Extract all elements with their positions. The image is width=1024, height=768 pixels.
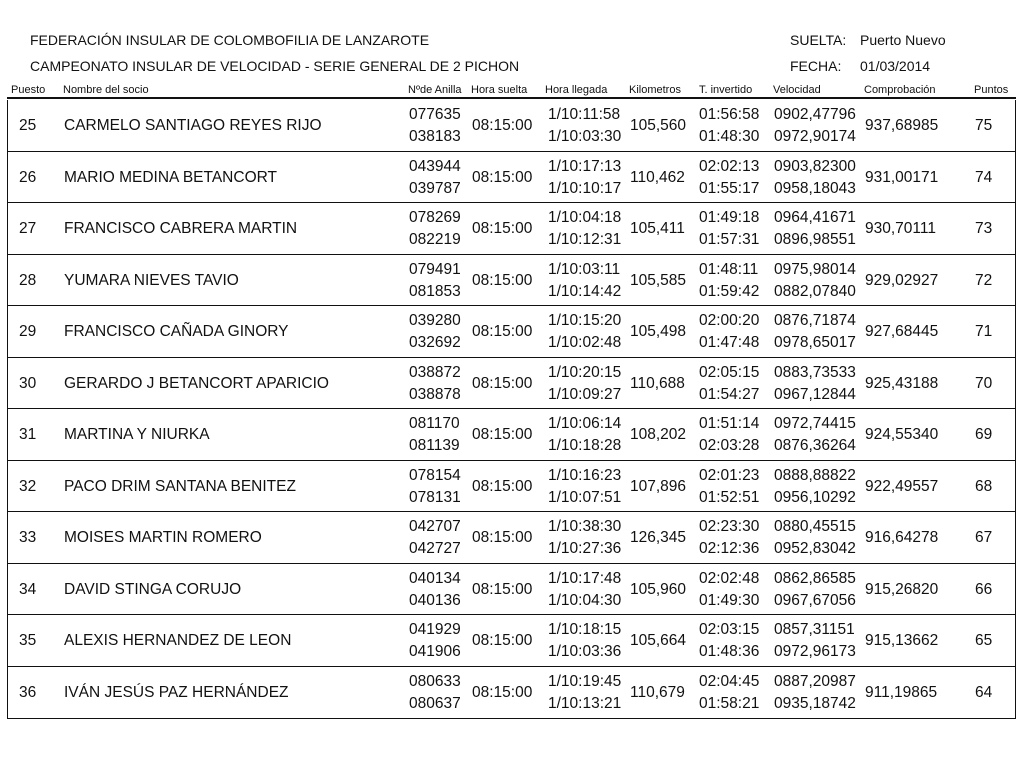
cell-nombre: IVÁN JESÚS PAZ HERNÁNDEZ [64, 683, 289, 701]
championship-title: CAMPEONATO INSULAR DE VELOCIDAD - SERIE GENERAL DE 2 PICHON [30, 58, 520, 74]
cell-puesto: 26 [19, 168, 37, 186]
cell-nombre: YUMARA NIEVES TAVIO [64, 271, 239, 289]
cell-comprobacion: 925,43188 [865, 374, 939, 392]
cell-tiempo-1: 02:05:15 [699, 363, 760, 381]
cell-anilla-2: 039787 [409, 179, 461, 197]
cell-hora-llegada-2: 1/10:13:21 [548, 694, 622, 712]
col-header-puesto: Puesto [11, 84, 46, 96]
cell-hora-llegada-1: 1/10:06:14 [548, 415, 622, 432]
cell-velocidad-2: 0896,98551 [774, 231, 856, 248]
cell-hora-suelta: 08:15:00 [472, 580, 533, 598]
cell-comprobacion: 915,26820 [865, 580, 939, 598]
cell-puesto: 34 [19, 580, 37, 598]
cell-hora-suelta: 08:15:00 [472, 426, 533, 443]
cell-comprobacion: 916,64278 [865, 529, 939, 546]
cell-nombre: GERARDO J BETANCORT APARICIO [64, 374, 329, 392]
cell-anilla-2: 040136 [409, 591, 461, 609]
cell-nombre: PACO DRIM SANTANA BENITEZ [64, 477, 296, 495]
cell-puntos: 65 [975, 632, 993, 649]
cell-nombre: CARMELO SANTIAGO REYES RIJO [64, 117, 322, 134]
cell-kilometros: 105,960 [630, 580, 687, 598]
col-header-hora-llegada: Hora llegada [545, 84, 608, 96]
cell-anilla-2: 081139 [409, 437, 460, 454]
col-header-km: Kilometros [629, 84, 681, 96]
cell-kilometros: 105,498 [630, 323, 687, 340]
cell-velocidad-1: 0902,47796 [774, 106, 856, 123]
table-row [8, 667, 1015, 719]
cell-tiempo-2: 02:12:36 [699, 540, 760, 557]
cell-tiempo-2: 01:57:31 [699, 231, 760, 248]
cell-anilla-1: 081170 [409, 415, 460, 432]
cell-kilometros: 105,664 [630, 632, 687, 649]
cell-velocidad-2: 0967,12844 [774, 385, 856, 403]
cell-kilometros: 105,411 [630, 220, 685, 237]
cell-puesto: 25 [19, 117, 37, 134]
cell-comprobacion: 911,19865 [865, 683, 938, 701]
cell-tiempo-1: 01:56:58 [699, 106, 760, 123]
cell-tiempo-1: 02:00:20 [699, 312, 760, 329]
cell-hora-llegada-2: 1/10:07:51 [548, 488, 622, 506]
cell-hora-llegada-1: 1/10:16:23 [548, 466, 622, 484]
table-row [8, 203, 1015, 255]
cell-kilometros: 108,202 [630, 426, 687, 443]
cell-hora-llegada-2: 1/10:03:30 [548, 128, 622, 145]
cell-velocidad-1: 0883,73533 [774, 363, 856, 381]
cell-comprobacion: 924,55340 [865, 426, 939, 443]
table-row [8, 152, 1015, 204]
cell-anilla-1: 043944 [409, 157, 461, 175]
table-row [8, 564, 1015, 616]
cell-tiempo-2: 01:52:51 [699, 488, 760, 506]
results-table [7, 100, 1016, 719]
cell-hora-llegada-1: 1/10:11:58 [548, 106, 621, 123]
cell-tiempo-2: 02:03:28 [699, 437, 760, 454]
cell-puntos: 73 [975, 220, 993, 237]
cell-puesto: 35 [19, 632, 37, 649]
cell-puesto: 32 [19, 477, 37, 495]
cell-anilla-2: 032692 [409, 334, 461, 351]
cell-tiempo-1: 02:02:48 [699, 569, 760, 587]
cell-velocidad-2: 0935,18742 [774, 694, 856, 712]
cell-anilla-1: 078154 [409, 466, 461, 484]
cell-hora-llegada-2: 1/10:27:36 [548, 540, 622, 557]
cell-anilla-1: 042707 [409, 518, 461, 535]
cell-anilla-2: 078131 [409, 488, 461, 506]
cell-tiempo-1: 02:23:30 [699, 518, 760, 535]
cell-hora-llegada-2: 1/10:04:30 [548, 591, 622, 609]
suelta-info [790, 32, 946, 48]
cell-anilla-1: 079491 [409, 260, 461, 278]
cell-tiempo-2: 01:54:27 [699, 385, 760, 403]
cell-puesto: 28 [19, 271, 37, 289]
table-row [8, 512, 1015, 564]
cell-tiempo-2: 01:55:17 [699, 179, 760, 197]
cell-anilla-1: 040134 [409, 569, 461, 587]
table-row [8, 615, 1015, 667]
col-header-comprobacion: Comprobación [864, 84, 936, 96]
cell-comprobacion: 915,13662 [865, 632, 939, 649]
cell-tiempo-1: 01:51:14 [699, 415, 760, 432]
table-row [8, 409, 1015, 461]
cell-anilla-1: 077635 [409, 106, 461, 123]
cell-hora-suelta: 08:15:00 [472, 632, 533, 649]
federation-title: FEDERACIÓN INSULAR DE COLOMBOFILIA DE LANZAROTE [30, 32, 430, 48]
cell-puntos: 68 [975, 477, 993, 495]
cell-puntos: 67 [975, 529, 993, 546]
cell-kilometros: 105,560 [630, 117, 687, 134]
cell-puntos: 71 [975, 323, 993, 340]
cell-puesto: 31 [19, 426, 37, 443]
cell-hora-llegada-2: 1/10:12:31 [548, 231, 622, 248]
cell-velocidad-1: 0888,88822 [774, 466, 856, 484]
cell-nombre: FRANCISCO CAÑADA GINORY [64, 323, 289, 340]
suelta-label: SUELTA: [790, 32, 847, 48]
cell-hora-suelta: 08:15:00 [472, 271, 533, 289]
cell-velocidad-2: 0956,10292 [774, 488, 856, 506]
cell-hora-suelta: 08:15:00 [472, 220, 533, 237]
table-top-rule [7, 97, 1016, 99]
cell-velocidad-1: 0862,86585 [774, 569, 856, 587]
cell-comprobacion: 929,02927 [865, 271, 939, 289]
cell-hora-suelta: 08:15:00 [472, 374, 533, 392]
cell-hora-llegada-2: 1/10:09:27 [548, 385, 622, 403]
cell-tiempo-1: 02:04:45 [699, 672, 760, 690]
cell-velocidad-2: 0972,90174 [774, 128, 856, 145]
table-row [8, 100, 1015, 152]
cell-hora-llegada-1: 1/10:17:13 [548, 157, 622, 175]
cell-anilla-2: 042727 [409, 540, 461, 557]
cell-tiempo-1: 02:03:15 [699, 621, 760, 638]
cell-tiempo-2: 01:48:30 [699, 128, 760, 145]
cell-nombre: MARTINA Y NIURKA [64, 426, 210, 443]
cell-puntos: 69 [975, 426, 993, 443]
cell-kilometros: 107,896 [630, 477, 687, 495]
cell-puntos: 72 [975, 271, 993, 289]
cell-velocidad-2: 0882,07840 [774, 282, 856, 300]
cell-velocidad-2: 0958,18043 [774, 179, 856, 197]
cell-tiempo-2: 01:59:42 [699, 282, 760, 300]
cell-hora-llegada-2: 1/10:03:36 [548, 643, 622, 660]
cell-hora-suelta: 08:15:00 [472, 529, 533, 546]
cell-nombre: ALEXIS HERNANDEZ DE LEON [64, 632, 292, 649]
cell-hora-llegada-1: 1/10:03:11 [548, 260, 621, 278]
cell-anilla-2: 038183 [409, 128, 461, 145]
cell-kilometros: 110,688 [630, 374, 685, 392]
fecha-value: 01/03/2014 [860, 58, 931, 74]
cell-kilometros: 110,462 [630, 168, 685, 186]
cell-nombre: MARIO MEDINA BETANCORT [64, 168, 278, 186]
cell-hora-llegada-1: 1/10:17:48 [548, 569, 622, 587]
cell-velocidad-1: 0880,45515 [774, 518, 856, 535]
cell-velocidad-2: 0972,96173 [774, 643, 856, 660]
col-header-velocidad: Velocidad [773, 84, 821, 96]
cell-comprobacion: 922,49557 [865, 477, 939, 495]
cell-kilometros: 105,585 [630, 271, 687, 289]
cell-anilla-1: 041929 [409, 621, 461, 638]
cell-anilla-2: 082219 [409, 231, 461, 248]
cell-tiempo-1: 02:02:13 [699, 157, 760, 175]
cell-anilla-1: 039280 [409, 312, 461, 329]
cell-tiempo-2: 01:49:30 [699, 591, 760, 609]
cell-anilla-1: 080633 [409, 672, 461, 690]
cell-kilometros: 126,345 [630, 529, 687, 546]
fecha-info [790, 58, 931, 74]
cell-hora-suelta: 08:15:00 [472, 477, 533, 495]
cell-anilla-2: 081853 [409, 282, 461, 300]
cell-hora-llegada-2: 1/10:18:28 [548, 437, 622, 454]
cell-anilla-2: 041906 [409, 643, 461, 660]
cell-tiempo-1: 01:49:18 [699, 209, 760, 226]
cell-hora-llegada-2: 1/10:02:48 [548, 334, 622, 351]
col-header-nombre: Nombre del socio [63, 84, 149, 96]
cell-puntos: 70 [975, 374, 993, 392]
cell-velocidad-1: 0972,74415 [774, 415, 856, 432]
col-header-tiempo: T. invertido [699, 84, 753, 96]
cell-comprobacion: 927,68445 [865, 323, 939, 340]
cell-anilla-2: 038878 [409, 385, 461, 403]
cell-kilometros: 110,679 [630, 683, 685, 701]
cell-puesto: 30 [19, 374, 37, 392]
cell-puesto: 36 [19, 683, 37, 701]
cell-puntos: 66 [975, 580, 993, 598]
cell-puesto: 29 [19, 323, 37, 340]
cell-anilla-1: 078269 [409, 209, 461, 226]
cell-velocidad-2: 0967,67056 [774, 591, 856, 609]
cell-hora-suelta: 08:15:00 [472, 323, 533, 340]
cell-puntos: 75 [975, 117, 993, 134]
cell-nombre: FRANCISCO CABRERA MARTIN [64, 220, 298, 237]
cell-tiempo-1: 01:48:11 [699, 260, 759, 278]
suelta-value: Puerto Nuevo [860, 32, 946, 48]
cell-velocidad-1: 0887,20987 [774, 672, 856, 690]
cell-puntos: 74 [975, 168, 993, 186]
cell-velocidad-1: 0857,31151 [774, 621, 855, 638]
cell-puntos: 64 [975, 683, 993, 701]
cell-puesto: 33 [19, 529, 37, 546]
cell-hora-llegada-1: 1/10:20:15 [548, 363, 622, 381]
cell-hora-suelta: 08:15:00 [472, 117, 533, 134]
cell-hora-suelta: 08:15:00 [472, 168, 533, 186]
cell-hora-llegada-1: 1/10:19:45 [548, 672, 622, 690]
cell-puesto: 27 [19, 220, 37, 237]
cell-nombre: MOISES MARTIN ROMERO [64, 529, 262, 546]
table-row [8, 358, 1015, 410]
cell-anilla-2: 080637 [409, 694, 461, 712]
cell-velocidad-2: 0876,36264 [774, 437, 856, 454]
fecha-label: FECHA: [790, 58, 842, 74]
table-row [8, 461, 1015, 513]
cell-comprobacion: 930,70111 [865, 220, 936, 237]
cell-hora-llegada-1: 1/10:15:20 [548, 312, 622, 329]
cell-anilla-1: 038872 [409, 363, 461, 381]
cell-hora-llegada-1: 1/10:04:18 [548, 209, 622, 226]
cell-velocidad-2: 0978,65017 [774, 334, 856, 351]
cell-velocidad-1: 0964,41671 [774, 209, 856, 226]
table-row [8, 255, 1015, 307]
cell-velocidad-1: 0975,98014 [774, 260, 856, 278]
col-header-hora-suelta: Hora suelta [471, 84, 528, 96]
cell-tiempo-2: 01:58:21 [699, 694, 760, 712]
col-header-puntos: Puntos [974, 84, 1009, 96]
cell-hora-llegada-2: 1/10:10:17 [548, 179, 622, 197]
cell-comprobacion: 937,68985 [865, 117, 939, 134]
cell-hora-llegada-2: 1/10:14:42 [548, 282, 622, 300]
cell-velocidad-1: 0876,71874 [774, 312, 856, 329]
cell-hora-llegada-1: 1/10:38:30 [548, 518, 622, 535]
cell-velocidad-1: 0903,82300 [774, 157, 856, 175]
cell-velocidad-2: 0952,83042 [774, 540, 856, 557]
cell-comprobacion: 931,00171 [865, 168, 939, 186]
table-row [8, 306, 1015, 358]
cell-tiempo-2: 01:47:48 [699, 334, 760, 351]
cell-hora-llegada-1: 1/10:18:15 [548, 621, 622, 638]
cell-nombre: DAVID STINGA CORUJO [64, 580, 242, 598]
col-header-anilla: Nºde Anilla [408, 84, 462, 96]
cell-hora-suelta: 08:15:00 [472, 683, 533, 701]
cell-tiempo-2: 01:48:36 [699, 643, 760, 660]
cell-tiempo-1: 02:01:23 [699, 466, 760, 484]
